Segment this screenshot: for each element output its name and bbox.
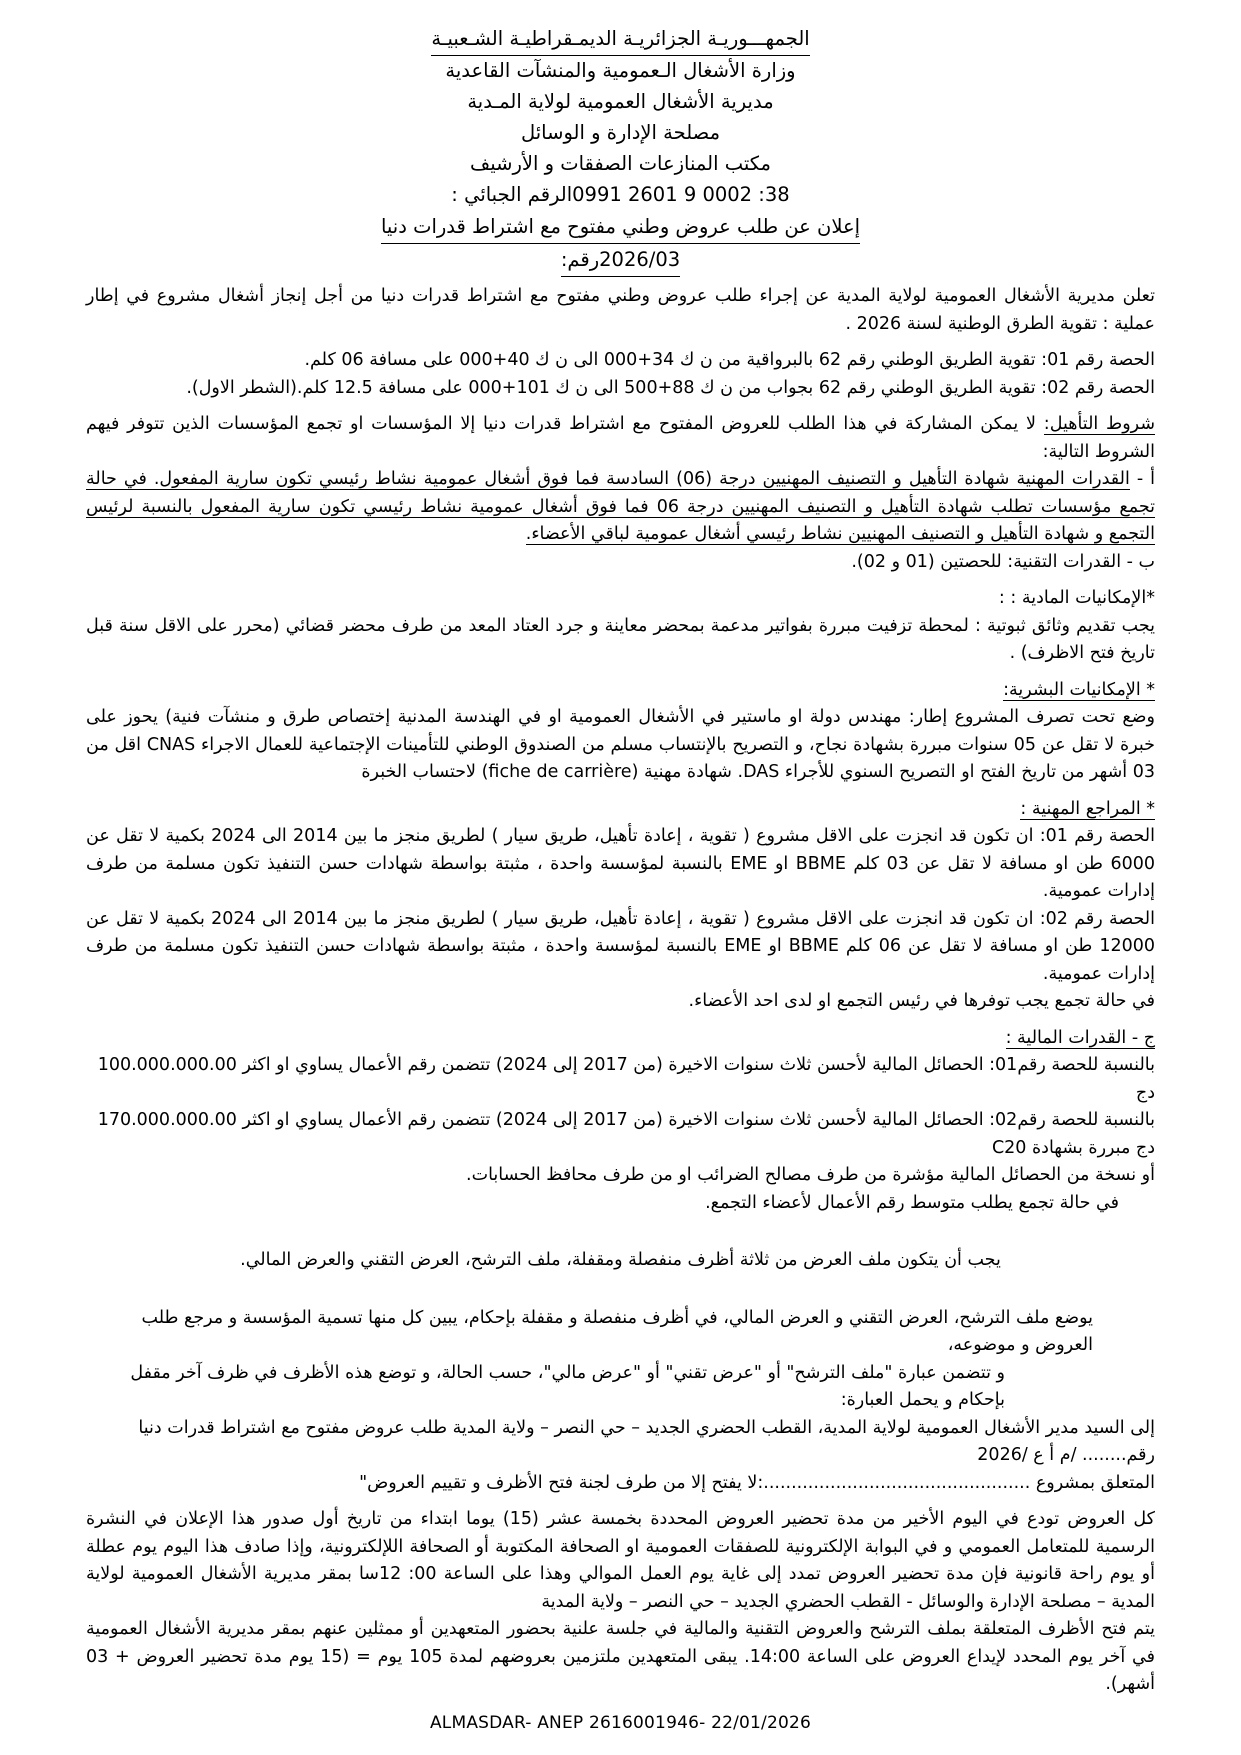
lot-01-line xyxy=(86,347,1155,375)
financial-lot-02-label: بالنسبة للحصة رقم02: xyxy=(989,1110,1155,1130)
reference-lot-01 xyxy=(86,823,1155,906)
item-b-marker: ب - xyxy=(1126,551,1155,572)
human-text: وضع تحت تصرف المشروع إطار: مهندس دولة او ماستير في الأشغال العمومية او في الهندسة المدنية إختصاص طرق و منشآت فنية) يحوز على خبرة لا تقل عن 05 سنوات مبررة بشهادة نجاح، و التصريح بالإنتساب مسلم من الصندوق الوطني للتأمينات الإجتماعية للعمال الاجراء CNAS اقل من 03 أشهر من تاريخ الفتح او التصريح السنوي للأجراء DAS. شهادة مهنية (fiche de carrière) لاحتساب الخبرة xyxy=(86,707,1155,782)
item-b-text: القدرات التقنية: للحصتين (01 و 02). xyxy=(851,551,1122,572)
document-footer: ALMASDAR- ANEP 2616001946- 22/01/2026 xyxy=(429,1713,812,1733)
qualification-intro xyxy=(86,411,1155,466)
tax-id-label: الرقم الجبائي : xyxy=(451,183,573,206)
tax-id-value: 38: 0002 9 2601 0991 xyxy=(572,183,790,206)
envelope-placement-2: و تتضمن عبارة "ملف الترشح" أو "عرض تقني" أو "عرض مالي"، حسب الحالة، و توضع هذه الأظرف في ظرف آخر مقفل بإحكام و يحمل العبارة: xyxy=(130,1362,1005,1410)
financial-lot-01-label: بالنسبة للحصة رقم01: xyxy=(989,1055,1155,1075)
human-heading-text: * الإمكانيات البشرية: xyxy=(1003,679,1155,700)
references-heading xyxy=(86,796,1155,824)
financial-lot-02-text: الحصائل المالية لأحسن ثلاث سنوات الاخيرة (من 2017 إلى 2024) تتضمن رقم الأعمال يساوي او اكثر 170.000.000.00 دج مبررة بشهادة C20 xyxy=(97,1110,1155,1158)
intro-paragraph: تعلن مديرية الأشغال العمومية لولاية المدية عن إجراء طلب عروض وطني مفتوح مع اشتراط قدرات دنيا من أجل إنجاز أشغال مشروع في إطار عملية : تقوية الطرق الوطنية لسنة 2026 . xyxy=(86,286,1155,334)
reference-lot-02-label: الحصة رقم 02: xyxy=(1039,908,1155,929)
lot-02-line xyxy=(86,375,1155,403)
material-heading: *الإمكانيات المادية : : xyxy=(998,588,1155,608)
announcement-number-value: 2026/03 xyxy=(599,248,681,271)
item-a-marker: أ - xyxy=(1136,469,1156,489)
financial-heading-text: ج - القدرات المالية : xyxy=(1005,1027,1155,1048)
document-header xyxy=(86,24,1155,277)
references-group-note: في حالة تجمع يجب توفرها في رئيس التجمع او لدى احد الأعضاء. xyxy=(688,991,1155,1011)
qualification-item-b xyxy=(86,549,1155,577)
envelope-placement-1: يوضع ملف الترشح، العرض التقني و العرض المالي، في أظرف منفصلة و مقفلة بإحكام، يبين كل منها تسمية المؤسسة و مرجع طلب العروض و موضوعه، xyxy=(141,1307,1093,1355)
envelope-address-line: إلى السيد مدير الأشغال العمومية لولاية المدية، القطب الحضري الجديد – حي النصر – ولاية المدية طلب عروض مفتوح مع اشتراط قدرات دنيا رقم........ /م أ ع /2026 xyxy=(138,1417,1155,1465)
ministry-name: وزارة الأشغال الـعمومية والمنشآت القاعدية xyxy=(445,59,796,82)
directorate-name: مديرية الأشغال العمومية لولاية المـدية xyxy=(467,90,774,113)
financial-note-group: في حالة تجمع يطلب متوسط رقم الأعمال لأعضاء التجمع. xyxy=(705,1192,1119,1213)
reference-lot-02 xyxy=(86,906,1155,989)
lot-01-text: تقوية الطريق الوطني رقم 62 بالبرواقية من ن ك 34+000 الى ن ك 40+000 على مسافة 06 كلم. xyxy=(304,350,1036,370)
announcement-number-label: رقم: xyxy=(560,248,600,271)
envelope-subject-line: المتعلق بمشروع ................................................:لا يفتح إلا من طرف لجنة فتح الأظرف و تقييم العروض" xyxy=(359,1472,1155,1493)
lot-02-text: تقوية الطريق الوطني رقم 62 بجواب من ن ك 88+500 الى ن ك 101+000 على مسافة 12.5 كلم.(الشطر الاول). xyxy=(186,377,1036,398)
service-name: مصلحة الإدارة و الوسائل xyxy=(520,121,721,144)
envelope-rule: يجب أن يتكون ملف العرض من ثلاثة أظرف منفصلة ومقفلة، ملف الترشح، العرض التقني والعرض المالي. xyxy=(240,1250,1001,1270)
financial-heading xyxy=(86,1025,1155,1053)
document-body xyxy=(86,283,1155,1699)
deadline-paragraph-2: يتم فتح الأظرف المتعلقة بملف الترشح والعروض التقنية والمالية في جلسة علنية بحضور المتعهدين أو ممثلين عنهم بمقر مديرية الأشغال العمومية في آخر يوم المحدد لإيداع العروض على الساعة 14:00. يبقى المتعهدين ملتزمين بعروضهم لمدة 105 يوم = (15 يوم مدة تحضير العروض + 03 أشهر). xyxy=(86,1619,1155,1694)
financial-note-copy: أو نسخة من الحصائل المالية مؤشرة من طرف مصالح الضرائب او من طرف محافظ الحسابات. xyxy=(466,1165,1155,1185)
reference-lot-02-text: ان تكون قد انجزت على الاقل مشروع ( تقوية ، إعادة تأهيل، طريق سيار ) لطريق منجز ما بين 2014 الى 2024 بكمية لا تقل عن 12000 طن او مسافة لا تقل عن 06 كلم BBME او EME بالنسبة لمؤسسة واحدة ، مثبتة بواسطة شهادات حسن التنفيذ تكون مسلمة من طرف إدارات عمومية. xyxy=(86,908,1155,984)
material-text: يجب تقديم وثائق ثبوتية : لمحطة تزفيت مبررة بفواتير مدعمة بمحضر معاينة و جرد العتاد المعد من طرف محضر قضائي (محرر على الاقل سنة قبل تاريخ فتح الاظرف) . xyxy=(86,615,1155,663)
financial-lot-01-text: الحصائل المالية لأحسن ثلاث سنوات الاخيرة (من 2017 إلى 2024) تتضمن رقم الأعمال يساوي او اكثر 100.000.000.00 دج xyxy=(97,1055,1155,1103)
republic-name: الجمهـــوريـة الجزائريـة الديمـقراطيـة الشـعبيـة xyxy=(431,24,809,56)
financial-lot-02 xyxy=(86,1107,1155,1162)
qualification-intro-text: لا يمكن المشاركة في هذا الطلب للعروض المفتوح مع اشتراط قدرات دنيا إلا المؤسسات او تجمع المؤسسات الذين تتوفر فيهم الشروط التالية: xyxy=(86,414,1155,462)
qualification-heading: شروط التأهيل: xyxy=(1043,414,1155,434)
announcement-title: إعلان عن طلب عروض وطني مفتوح مع اشتراط قدرات دنيا xyxy=(381,211,860,244)
references-heading-text: * المراجع المهنية : xyxy=(1020,798,1155,819)
qualification-item-a xyxy=(86,466,1155,549)
item-a-text: القدرات المهنية شهادة التأهيل و التصنيف المهنيين درجة (06) السادسة فما فوق أشغال عمومية نشاط رئيسي تكون سارية المفعول. في حالة تجمع مؤسسات تطلب شهادة التأهيل و التصنيف المهنيين درجة 06 فما فوق أشغال عمومية نشاط رئيسي تكون سارية المفعول بالنسبة لرئيس التجمع و شهادة التأهيل و التصنيف المهنيين نشاط رئيسي أشغال عمومية لباقي الأعضاء. xyxy=(86,469,1156,544)
lot-01-label: الحصة رقم 01: xyxy=(1041,350,1155,370)
deadline-paragraph-1: كل العروض تودع في اليوم الأخير من مدة تحضير العروض المحددة بخمسة عشر (15) يوما ابتداء من تاريخ أول صدور هذا الإعلان في النشرة الرسمية للمتعامل العمومي و في البوابة الإلكترونية للصفقات العمومية او الصحافة المكتوبة أو الصحافة اللإلكترونية، وإذا صادف هذا اليوم يوم عطلة أو يوم راحة قانونية فإن مدة تحضير العروض تمدد إلى غاية يوم العمل الموالي وهذا على الساعة 00: 12سا بمقر مديرية الأشغال العمومية لولاية المدية – مصلحة الإدارة والوسائل - القطب الحضري الجديد – حي النصر – ولاية المدية xyxy=(86,1509,1156,1612)
office-name: مكتب المنازعات الصفقات و الأرشيف xyxy=(470,152,771,175)
financial-lot-01 xyxy=(86,1052,1155,1107)
reference-lot-01-label: الحصة رقم 01: xyxy=(1039,826,1155,846)
reference-lot-01-text: ان تكون قد انجزت على الاقل مشروع ( تقوية ، إعادة تأهيل، طريق سيار ) لطريق منجز ما بين 2014 الى 2024 بكمية لا تقل عن 6000 طن او مسافة لا تقل عن 03 كلم BBME او EME بالنسبة لمؤسسة واحدة ، مثبتة بواسطة شهادات حسن التنفيذ تكون مسلمة من طرف إدارات عمومية. xyxy=(86,826,1155,901)
human-heading xyxy=(86,677,1155,705)
lot-02-label: الحصة رقم 02: xyxy=(1041,377,1155,398)
